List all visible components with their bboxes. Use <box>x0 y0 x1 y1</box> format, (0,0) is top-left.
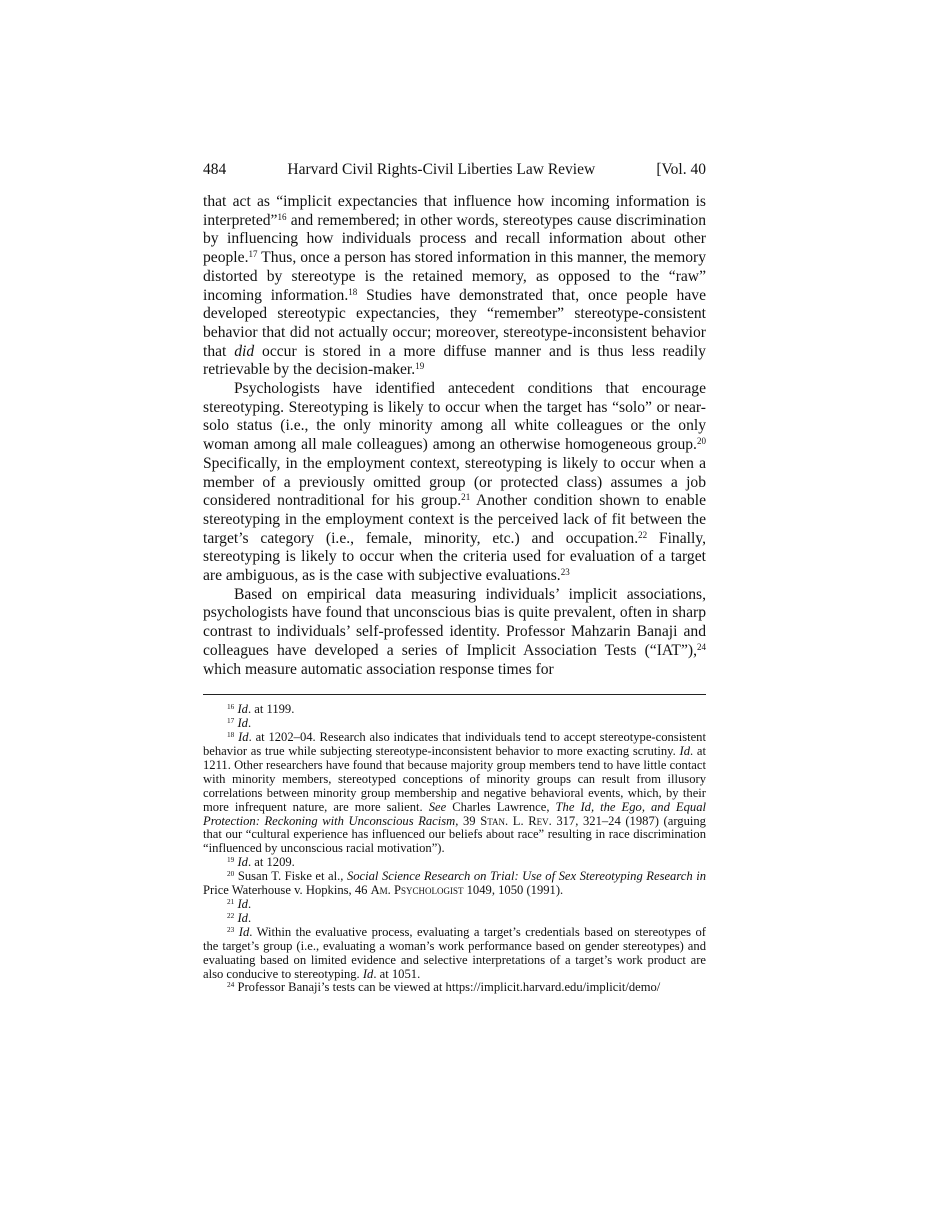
paragraph-2 <box>203 380 706 586</box>
text-run: Studies have demonstrated that, once people have developed stereotypic expectancies, they “remember” stereotype-consistent behavior that did not actually occur; moreover, stereotype-inconsistent behavior that <box>203 286 706 360</box>
footnote-number: 23 <box>227 924 235 934</box>
page-number: 484 <box>203 161 227 178</box>
footnote-ref-22: 22 <box>638 529 648 540</box>
text-run: . Within the evaluative process, evaluating a target’s credentials based on stereotypes of the target’s group (i.e., evaluating a woman’s work performance based on gender stereotypes) and evaluating based on limited evidence and selective interpretations of a target’s work product are also conducive to stereotyping. <box>203 924 706 981</box>
footnote-ref-17: 17 <box>248 249 258 260</box>
emphasis: Id <box>237 896 248 911</box>
emphasis: did <box>234 342 255 360</box>
footnote-24 <box>203 981 706 995</box>
text-run: . <box>247 910 252 925</box>
footnote-ref-16: 16 <box>277 211 287 222</box>
footnote-number: 19 <box>227 855 235 865</box>
footnote-ref-18: 18 <box>348 286 358 297</box>
text-run: Psychologists have identified antecedent conditions that encourage stereotyping. Stereotyping is likely to occur when the target has “solo” or near-solo status (i.e., the only minority among all white colleagues or the only woman among all male colleagues) among an otherwise homogeneous group. <box>203 380 706 454</box>
footnote-ref-20: 20 <box>696 436 706 447</box>
footnote-ref-19: 19 <box>415 361 425 372</box>
footnote-ref-21: 21 <box>461 492 471 503</box>
paragraph-3 <box>203 586 706 680</box>
footnote-16 <box>203 703 706 717</box>
footnote-22 <box>203 912 706 926</box>
text-run: Price Waterhouse v. Hopkins, 46 <box>203 883 371 898</box>
text-run: Charles Lawrence, <box>446 799 556 814</box>
text-run: Susan T. Fiske et al., <box>234 869 347 884</box>
text-run: occur is stored in a more diffuse manner and is thus less readily retrievable by the decision-maker. <box>203 342 706 379</box>
text-run: . at 1199. <box>247 702 295 717</box>
text-run: Thus, once a person has stored information in this manner, the memory distorted by stereotype is the retained memory, as opposed to the “raw” incoming information. <box>203 249 706 304</box>
body-text <box>203 193 706 679</box>
emphasis: See <box>428 799 447 814</box>
footnote-ref-23: 23 <box>560 567 570 578</box>
text-run: . <box>247 716 252 731</box>
cited-title: The Id, the Ego, and Equal Protection: Reckoning with Unconscious Racism <box>203 799 706 828</box>
text-run: . at 1051. <box>373 966 421 981</box>
footnote-19 <box>203 856 706 870</box>
footnote-number: 21 <box>227 896 235 906</box>
footnotes <box>203 703 706 995</box>
paragraph-1 <box>203 193 706 380</box>
text-run: 317, 321–24 (1987) (arguing that our “cultural experience has influenced our beliefs about race” resulting in race discrimination “influenced by unconscious racial motivation”). <box>203 813 706 856</box>
footnote-number: 17 <box>227 716 235 726</box>
text-run: Another condition shown to enable stereotyping in the employment context is the perceived lack of fit between the target’s category (i.e., female, minority, etc.) and occupation. <box>203 492 706 547</box>
text-run: and remembered; in other words, stereotypes cause discrimination by influencing how individuals process and recall information about other people. <box>203 211 706 267</box>
footnote-number: 22 <box>227 910 235 920</box>
emphasis: Id <box>237 855 248 870</box>
footnote-number: 16 <box>227 702 235 712</box>
footnote-number: 24 <box>227 980 235 990</box>
emphasis: Id <box>362 966 374 981</box>
emphasis: Id <box>237 716 248 731</box>
footnote-21 <box>203 898 706 912</box>
text-run: . at 1209. <box>247 855 295 870</box>
footnote-17 <box>203 717 706 731</box>
text-run: 1049, 1050 (1991). <box>463 883 564 898</box>
emphasis: Id <box>237 910 248 925</box>
footnote-number: 20 <box>227 869 235 879</box>
text-run: . at 1211. Other researchers have found that because majority group members tend to have little contact with minority members, stereotyped conceptions of minority groups can result from illusory correlations between minority group membership and negative behavioral events, which, by their more infrequent nature, are more salient. <box>203 744 706 814</box>
text-run: Finally, stereotyping is likely to occur when the criteria used for evaluation of a target are ambiguous, as is the case with subjective evaluations. <box>203 529 707 585</box>
footnote-18 <box>203 731 706 856</box>
footnote-20 <box>203 870 706 898</box>
cited-journal: Am. Psychologist <box>370 883 464 898</box>
cited-journal: Stan. L. Rev. <box>480 813 552 828</box>
volume-label: [Vol. 40 <box>656 161 706 178</box>
emphasis: Id <box>679 744 690 758</box>
text-run: . at 1202–04. Research also indicates that individuals tend to accept stereotype-consistent behavior as true while subjecting stereotype-inconsistent behavior to more exacting scrutiny. <box>203 730 706 758</box>
cited-title: Social Science Research on Trial: Use of Sex Stereotyping Research in <box>346 869 706 884</box>
text-run: Based on empirical data measuring individuals’ implicit associations, psychologists have found that unconscious bias is quite prevalent, often in sharp contrast to individuals’ self-professed identity. Professor Mahzarin Banaji and colleagues have developed a series of Implicit Association Tests (“IAT”), <box>203 585 706 659</box>
footnote-ref-24: 24 <box>696 641 706 652</box>
text-run: Specifically, in the employment context, stereotyping is likely to occur when a member of a previously omitted group (or protected class) assumes a job considered nontraditional for his group. <box>203 454 706 510</box>
journal-title: Harvard Civil Rights-Civil Liberties Law Review <box>287 161 596 178</box>
footnote-23 <box>203 926 706 982</box>
text-run: that act as “implicit expectancies that influence how incoming information is interpreted” <box>203 193 706 229</box>
emphasis: Id <box>237 702 248 717</box>
running-header <box>203 160 706 180</box>
text-run: . <box>247 896 252 911</box>
footnote-divider <box>203 694 706 695</box>
text-run: , 39 <box>455 813 481 828</box>
emphasis: Id <box>238 924 250 939</box>
document-page <box>203 160 706 995</box>
text-run: which measure automatic association response times for <box>203 660 554 678</box>
text-run: Professor Banaji’s tests can be viewed at https://implicit.harvard.edu/implicit/demo/ <box>234 980 661 995</box>
emphasis: Id <box>238 730 249 745</box>
footnote-number: 18 <box>227 730 235 740</box>
